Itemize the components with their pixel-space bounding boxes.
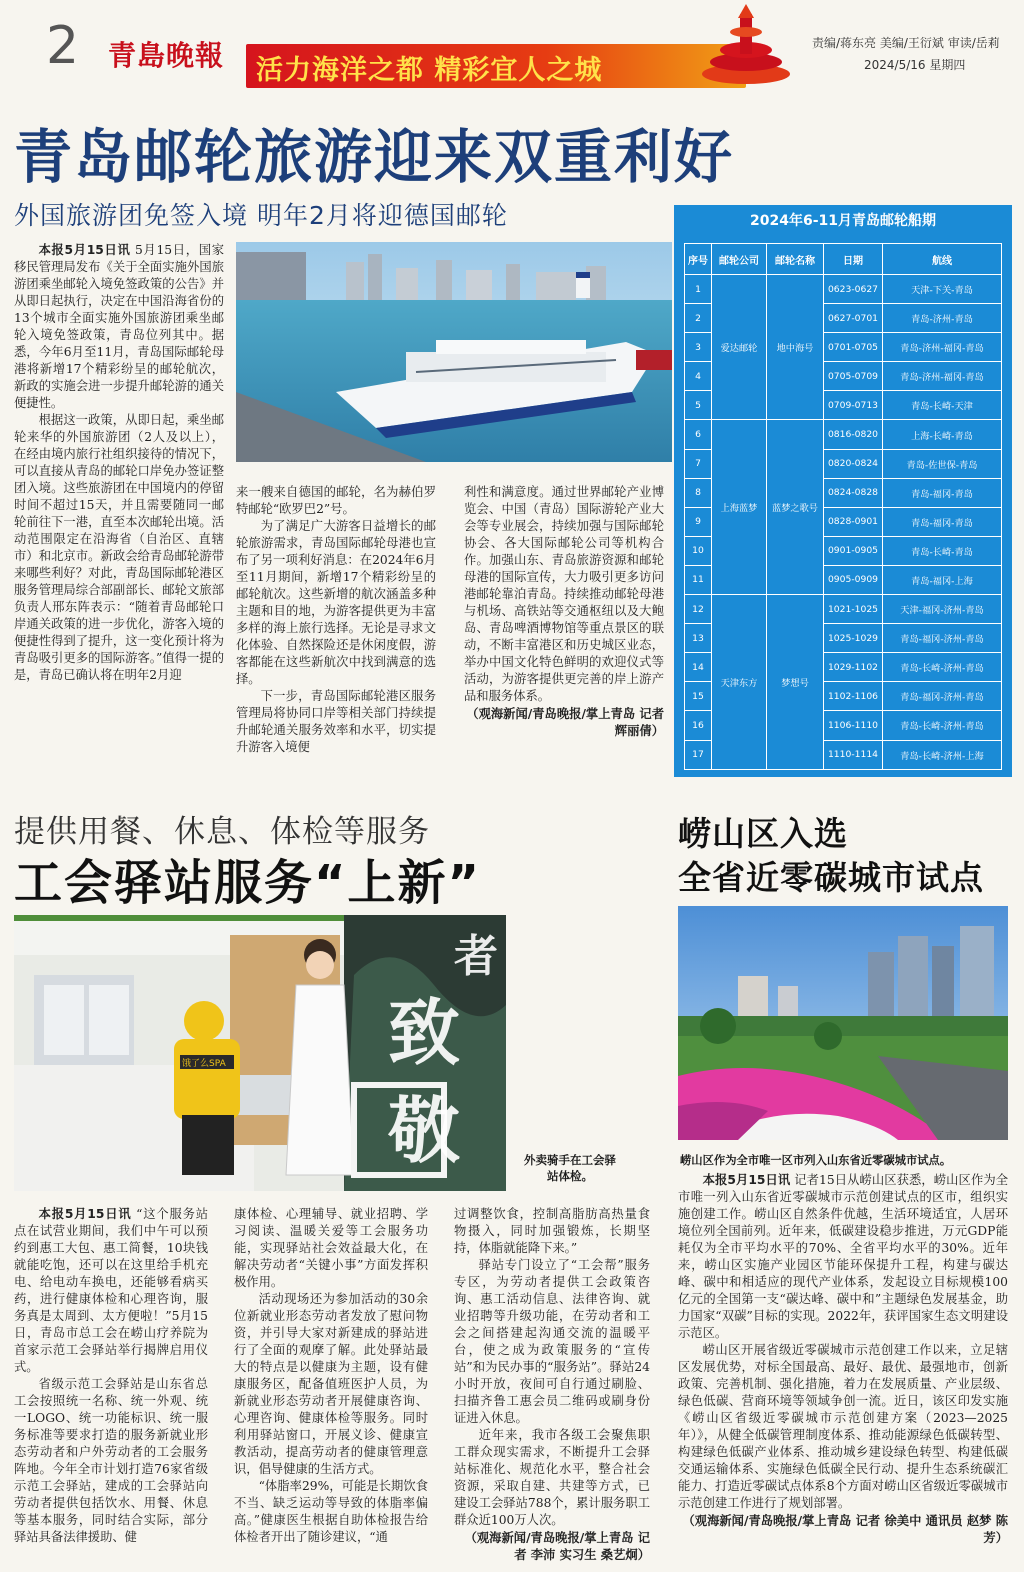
schedule-route-cell: 青岛-福冈-济州-青岛 xyxy=(883,682,1002,711)
paragraph: 5月15日，国家移民管理局发布《关于全面实施外国旅游团乘坐邮轮入境免签政策的公告》并从即日起执行，决定在中国沿海省份的13个城市全面实施外国旅游团乘坐邮轮入境免签政策，青岛位列其中。据悉，今年6月至11月，青岛国际邮轮母港将新增17个精彩纷呈的邮轮航次，新政的实施会进一步提升邮轮游的通关便捷性。 xyxy=(14,243,224,410)
article1-column-1 xyxy=(14,242,224,778)
schedule-number-cell: 1 xyxy=(685,275,712,304)
paragraph: 驿站专门设立了“工会帮”服务专区，为劳动者提供工会政策咨询、惠工活动信息、法律咨询、就业招聘等升级功能，在劳动者和工会之间搭建起沟通交流的温暖平台，使之成为政策服务的“宣传站”和为民办事的“服务站”。驿站24小时开放，夜间可自行通过刷脸、扫描齐鲁工惠会员二维码或刷身份证进入休息。 xyxy=(454,1258,650,1425)
schedule-grid xyxy=(684,243,1002,770)
schedule-route-cell: 青岛-福冈-上海 xyxy=(883,565,1002,594)
schedule-date-cell: 0824-0828 xyxy=(824,478,883,507)
schedule-date-cell: 0709-0713 xyxy=(824,391,883,420)
schedule-number-cell: 3 xyxy=(685,333,712,362)
schedule-date-cell: 0828-0901 xyxy=(824,507,883,536)
schedule-row xyxy=(685,420,1002,449)
article1-column-3 xyxy=(464,484,664,778)
article2-column-1 xyxy=(14,1206,208,1566)
schedule-route-cell: 青岛-福冈-青岛 xyxy=(883,507,1002,536)
paragraph: “体脂率29%，可能是长期饮食不当、缺乏运动等导致的体脂率偏高。”健康医生根据自助体检报告给体检者开出了随诊建议，“通 xyxy=(234,1479,428,1544)
photo-sign-char: 者 xyxy=(454,931,498,982)
article2-column-2 xyxy=(234,1206,428,1566)
schedule-date-cell: 0905-0909 xyxy=(824,565,883,594)
main-headline: 青岛邮轮旅游迎来双重利好 xyxy=(14,123,735,191)
dateline: 本报5月15日讯 xyxy=(38,243,131,257)
schedule-number-cell: 12 xyxy=(685,595,712,624)
tower-logo-icon xyxy=(700,4,792,92)
schedule-row xyxy=(685,275,1002,304)
schedule-route-cell: 青岛-长崎-济州-青岛 xyxy=(883,711,1002,740)
laoshan-photo-caption: 崂山区作为全市唯一区市列入山东省近零碳城市试点。 xyxy=(680,1154,952,1167)
paragraph: 近年来，我市各级工会聚焦职工群众现实需求，不断提升工会驿站标准化、规范化水平，整合社会资源，采取自建、共建等方式，已建设工会驿站788个，累计服务职工群众近100万人次。 xyxy=(454,1428,650,1527)
schedule-header-cell: 日期 xyxy=(824,244,883,275)
schedule-route-cell: 青岛-长崎-济州-青岛 xyxy=(883,653,1002,682)
schedule-date-cell: 0820-0824 xyxy=(824,449,883,478)
schedule-route-cell: 青岛-济州-福冈-青岛 xyxy=(883,362,1002,391)
union-station-photo xyxy=(14,915,506,1191)
schedule-company-cell: 上海蓝梦 xyxy=(712,420,767,595)
dateline: 本报5月15日讯 xyxy=(38,1207,132,1221)
schedule-date-cell: 1110-1114 xyxy=(824,740,883,769)
schedule-route-cell: 青岛-长崎-青岛 xyxy=(883,536,1002,565)
rider-shirt-text: 饿了么SPA xyxy=(182,1059,226,1069)
paragraph: 利性和满意度。通过世界邮轮产业博览会、中国（青岛）国际游轮产业大会等专业展会，持续加强与国际邮轮协会、各大国际邮轮公司等机构合作。加强山东、青岛旅游资源和邮轮母港的国际宣传，大力吸引更多访问港邮轮靠泊青岛。持续推动邮轮母港与机场、高铁站等交通枢纽以及大鲍岛、青岛啤酒博物馆等重点景区的联动，不断丰富港区和历史城区业态，举办中国文化特色鲜明的欢迎仪式等活动，为游客提供更完善的岸上游产品和服务体系。 xyxy=(464,485,664,703)
laoshan-headline xyxy=(678,812,984,900)
schedule-number-cell: 17 xyxy=(685,740,712,769)
schedule-route-cell: 上海-长崎-青岛 xyxy=(883,420,1002,449)
dateline: 本报5月15日讯 xyxy=(702,1173,791,1187)
schedule-ship-cell: 地中海号 xyxy=(767,275,824,420)
photo-sign-char: 致 xyxy=(388,991,461,1075)
editor-credits: 责编/蒋东亮 美编/王衍斌 审读/岳莉 xyxy=(812,36,1000,50)
schedule-company-cell: 爱达邮轮 xyxy=(712,275,767,420)
schedule-number-cell: 10 xyxy=(685,536,712,565)
schedule-number-cell: 15 xyxy=(685,682,712,711)
schedule-number-cell: 5 xyxy=(685,391,712,420)
paragraph: 过调整饮食，控制高脂肪高热量食物摄入，同时加强锻炼，长期坚持，体脂就能降下来。” xyxy=(454,1207,650,1255)
schedule-company-cell: 天津东方 xyxy=(712,595,767,770)
page-number: 2 xyxy=(46,16,80,76)
schedule-number-cell: 14 xyxy=(685,653,712,682)
schedule-date-cell: 0901-0905 xyxy=(824,536,883,565)
cruise-schedule-table xyxy=(674,205,1012,777)
union-headline: 工会驿站服务“上新” xyxy=(14,855,482,911)
photo-sign-char: 敬 xyxy=(388,1089,461,1173)
laoshan-headline-line: 全省近零碳城市试点 xyxy=(678,858,984,897)
schedule-number-cell: 2 xyxy=(685,304,712,333)
article1-column-2 xyxy=(236,484,436,778)
schedule-header-cell: 序号 xyxy=(685,244,712,275)
schedule-ship-cell: 梦想号 xyxy=(767,595,824,770)
paragraph: 下一步，青岛国际邮轮港区服务管理局将协同口岸等相关部门持续提升邮轮通关服务效率和水平，切实提升游客入境便 xyxy=(236,689,436,754)
paragraph: 活动现场还为参加活动的30余位新就业形态劳动者发放了慰问物资，并引导大家对新建成的驿站进行了全面的观摩了解。此处驿站最大的特点是以健康为主题，设有健康服务区，配备值班医护人员，为新就业形态劳动者开展健康咨询、心理咨询、健康体检等服务。同时利用驿站窗口，开展义诊、健康宣教活动，提高劳动者的健康管理意识，倡导健康的生活方式。 xyxy=(234,1292,428,1476)
cruise-ship-photo xyxy=(236,242,672,462)
schedule-date-cell: 0623-0627 xyxy=(824,275,883,304)
laoshan-city-photo xyxy=(678,906,1008,1140)
main-subheadline: 外国旅游团免签入境 明年2月将迎德国邮轮 xyxy=(14,201,508,230)
schedule-title: 2024年6-11月青岛邮轮船期 xyxy=(750,213,936,229)
schedule-number-cell: 6 xyxy=(685,420,712,449)
schedule-route-cell: 天津-下关-青岛 xyxy=(883,275,1002,304)
schedule-route-cell: 青岛-长崎-济州-上海 xyxy=(883,740,1002,769)
schedule-number-cell: 7 xyxy=(685,449,712,478)
schedule-route-cell: 青岛-福冈-青岛 xyxy=(883,478,1002,507)
schedule-date-cell: 1029-1102 xyxy=(824,653,883,682)
article3-body xyxy=(678,1172,1008,1568)
schedule-date-cell: 0705-0709 xyxy=(824,362,883,391)
schedule-route-cell: 青岛-佐世保-青岛 xyxy=(883,449,1002,478)
schedule-row xyxy=(685,595,1002,624)
schedule-route-cell: 天津-福冈-济州-青岛 xyxy=(883,595,1002,624)
schedule-route-cell: 青岛-济州-福冈-青岛 xyxy=(883,333,1002,362)
schedule-header-cell: 邮轮公司 xyxy=(712,244,767,275)
schedule-date-cell: 1025-1029 xyxy=(824,624,883,653)
schedule-route-cell: 青岛-济州-青岛 xyxy=(883,304,1002,333)
schedule-header-cell: 航线 xyxy=(883,244,1002,275)
union-photo-caption: 外卖骑手在工会驿站体检。 xyxy=(524,1153,616,1183)
article3-credit: （观海新闻/青岛晚报/掌上青岛 记者 徐美中 通讯员 赵梦 陈芳） xyxy=(682,1513,1008,1545)
schedule-date-cell: 1106-1110 xyxy=(824,711,883,740)
article2-credit: （观海新闻/青岛晚报/掌上青岛 记者 李沛 实习生 桑艺炯） xyxy=(464,1530,650,1562)
paragraph: “这个服务站点在试营业期间，我们中午可以预约到惠工大包、惠工简餐，10块钱就能吃饱，还可以在这里给手机充电、给电动车换电，还能够看病买药，进行健康体检和心理咨询，服务真是太周到、太方便啦！”5月15日，青岛市总工会在崂山疗养院为首家示范工会驿站举行揭牌启用仪式。 xyxy=(14,1207,208,1374)
schedule-route-cell: 青岛-福冈-济州-青岛 xyxy=(883,624,1002,653)
paragraph: 崂山区开展省级近零碳城市示范创建工作以来，立足辖区发展优势，对标全国最高、最好、最优、最强地市，创新政策、完善机制、强化措施，着力在发展质量、产业层级、绿色低碳、营商环境等领域争创一流。近日，该区印发实施《崂山区省级近零碳城市示范创建方案（2023—2025年）》，从健全低碳管理制度体系、推动能源绿色低碳转型、构建绿色低碳产业体系、推动城乡建设绿色转型、构建低碳交通运输体系、实施绿色低碳全民行动、提升生态系统碳汇能力、打造近零碳试点体系8个方面对崂山区省级近零碳城市示范创建工作进行了规划部署。 xyxy=(678,1343,1008,1510)
schedule-number-cell: 4 xyxy=(685,362,712,391)
paragraph: 根据这一政策，从即日起，乘坐邮轮来华的外国旅游团（2人及以上），在经由境内旅行社组织接待的情况下，可以直接从青岛的邮轮口岸免办签证整团入境。这些旅游团在中国境内的停留时间不超过15天，并且需要随同一邮轮前往下一港，直至本次邮轮出境。活动范围限定在沿海省（自治区、直辖市）和北京市。新政会给青岛邮轮游带来哪些利好？对此，青岛国际邮轮港区服务管理局综合部副部长、邮轮文旅部负责人邢东阵表示：“随着青岛邮轮口岸通关政策的进一步优化，游客入境的便捷性得到了提升，这一变化预计将为青岛吸引更多的国际游客。”值得一提的是，青岛已确认将在明年2月迎 xyxy=(14,413,224,682)
publish-date: 2024/5/16 星期四 xyxy=(864,58,966,72)
paragraph: 省级示范工会驿站是山东省总工会按照统一名称、统一外观、统一LOGO、统一功能标识、统一服务标准等要求打造的服务新就业形态劳动者和户外劳动者的工会服务阵地。今年全市计划打造76家省级示范工会驿站，建成的工会驿站向劳动者提供包括饮水、用餐、休息等基本服务，同时结合实际，部分驿站具备法律援助、健 xyxy=(14,1377,208,1544)
schedule-number-cell: 16 xyxy=(685,711,712,740)
paragraph: 记者15日从崂山区获悉，崂山区作为全市唯一列入山东省近零碳城市示范创建试点的区市，组织实施创建工作。崂山区自然条件优越，生活环境适宜，人居环境位列全国前列。近年来，低碳建设稳步推进，万元GDP能耗仅为全市平均水平的70%、全省平均水平的30%。近年来，崂山区实施产业园区节能环保提升工程，构建与碳达峰、碳中和相适应的现代产业体系，发起设立目标规模100亿元的全国第一支“碳达峰、碳中和”主题绿色发展基金，助力国家“双碳”目标的实现。2022年，获评国家生态文明建设示范区。 xyxy=(678,1173,1008,1340)
paragraph: 来一艘来自德国的邮轮，名为赫伯罗特邮轮“欧罗巴2”号。 xyxy=(236,485,436,516)
laoshan-headline-line: 崂山区入选 xyxy=(678,814,848,853)
article1-credit: （观海新闻/青岛晚报/掌上青岛 记者 辉丽倩） xyxy=(466,706,664,738)
newspaper-logo: 青島晚報 xyxy=(108,39,225,72)
article2-column-3 xyxy=(454,1206,650,1566)
schedule-number-cell: 13 xyxy=(685,624,712,653)
schedule-ship-cell: 蓝梦之歌号 xyxy=(767,420,824,595)
schedule-date-cell: 0816-0820 xyxy=(824,420,883,449)
slogan-text: 活力海洋之都 精彩宜人之城 xyxy=(256,55,603,86)
schedule-route-cell: 青岛-长崎-天津 xyxy=(883,391,1002,420)
schedule-number-cell: 8 xyxy=(685,478,712,507)
schedule-date-cell: 0627-0701 xyxy=(824,304,883,333)
schedule-number-cell: 9 xyxy=(685,507,712,536)
schedule-number-cell: 11 xyxy=(685,565,712,594)
paragraph: 康体检、心理辅导、就业招聘、学习阅读、温暖关爱等工会服务功能，实现驿站社会效益最大化，在解决劳动者“关键小事”方面发挥积极作用。 xyxy=(234,1207,428,1289)
union-kicker: 提供用餐、休息、体检等服务 xyxy=(14,814,430,850)
schedule-date-cell: 1102-1106 xyxy=(824,682,883,711)
schedule-date-cell: 1021-1025 xyxy=(824,595,883,624)
schedule-header-cell: 邮轮名称 xyxy=(767,244,824,275)
paragraph: 为了满足广大游客日益增长的邮轮旅游需求，青岛国际邮轮母港也宣布了另一项利好消息：在2024年6月至11月期间，新增17个精彩纷呈的邮轮航次。这些新增的航次涵盖多种主题和目的地，为游客提供更为丰富多样的海上旅行选择。无论是寻求文化体验、自然探险还是休闲度假，游客都能在这些新航次中找到满意的选择。 xyxy=(236,519,436,686)
schedule-date-cell: 0701-0705 xyxy=(824,333,883,362)
